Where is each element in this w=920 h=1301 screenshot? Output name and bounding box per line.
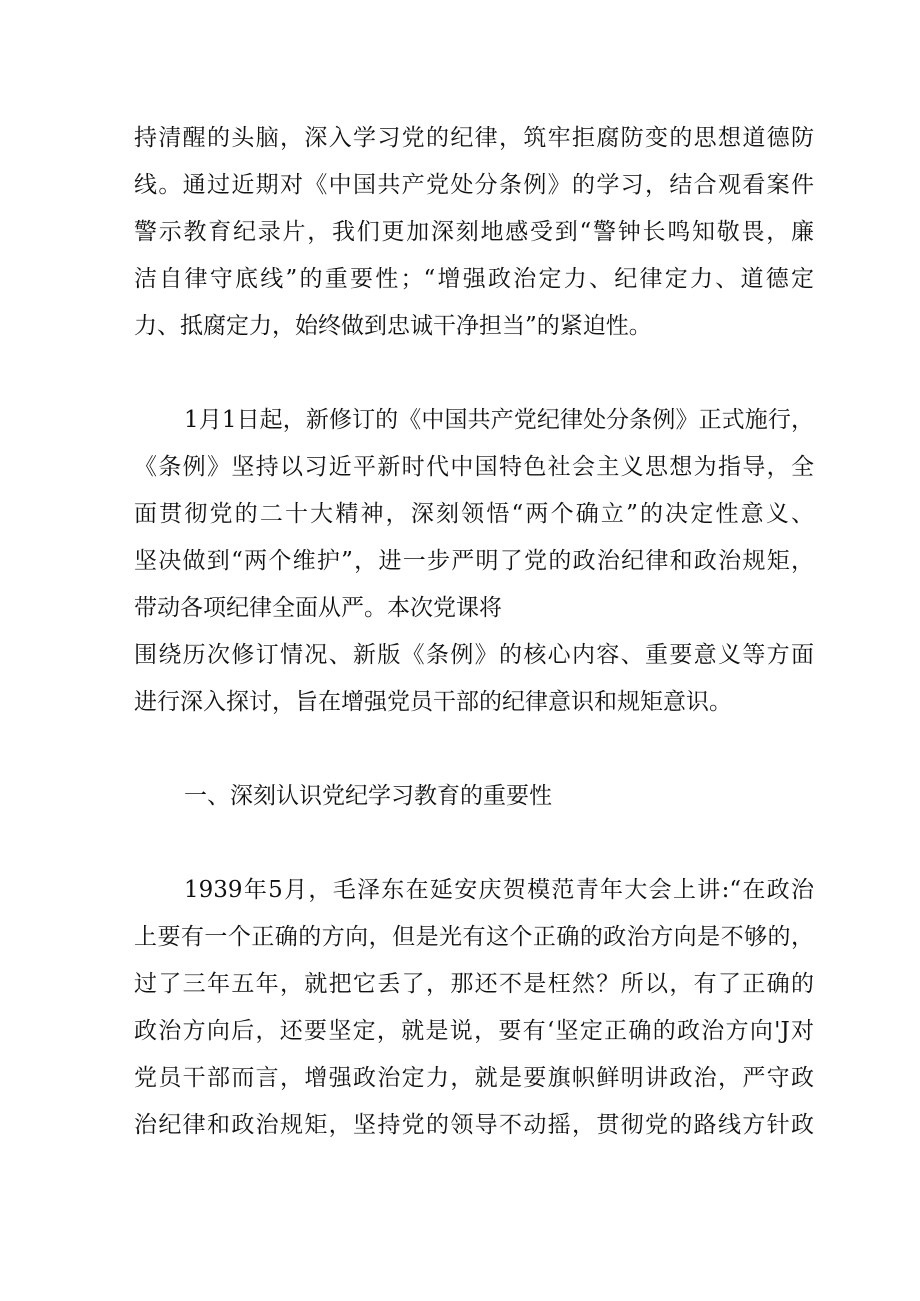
paragraph-2-line-7: 进行深入探讨，旨在增强党员干部的纪律意识和规矩意识。 <box>134 689 732 715</box>
paragraph-1-line-3: 警示教育纪录片，我们更加深刻地感受到“警钟长鸣知敬畏，廉 <box>134 219 814 245</box>
section-heading: 一、深刻认识党纪学习教育的重要性 <box>184 783 552 809</box>
paragraph-1-line-2: 线。通过近期对《中国共产党处分条例》的学习，结合观看案件 <box>134 172 814 198</box>
paragraph-3-line-5: 党员干部而言，增强政治定力，就是要旗帜鲜明讲政治，严守政 <box>134 1065 814 1091</box>
paragraph-2-line-5: 带动各项纪律全面从严。本次党课将 <box>134 595 502 621</box>
paragraph-2-line-1: 1月1日起，新修订的《中国共产党纪律处分条例》正式施行， <box>184 407 814 433</box>
paragraph-2-line-2: 《条例》坚持以习近平新时代中国特色社会主义思想为指导，全 <box>134 454 814 480</box>
paragraph-3-line-3: 过了三年五年，就把它丢了，那还不是枉然？所以，有了正确的 <box>134 971 814 997</box>
paragraph-3-line-6: 治纪律和政治规矩，坚持党的领导不动摇，贯彻党的路线方针政 <box>134 1112 814 1138</box>
paragraph-2-line-4: 坚决做到“两个维护”，进一步严明了党的政治纪律和政治规矩， <box>134 548 814 574</box>
paragraph-3-line-2: 上要有一个正确的方向，但是光有这个正确的政治方向是不够的， <box>134 924 814 950</box>
paragraph-1-line-1: 持清醒的头脑，深入学习党的纪律，筑牢拒腐防变的思想道德防 <box>134 125 814 151</box>
paragraph-3-line-1: 1939年5月，毛泽东在延安庆贺模范青年大会上讲:“在政治 <box>184 877 814 903</box>
paragraph-3-line-4: 政治方向后，还要坚定，就是说，要有‘坚定正确的政治方向'J对 <box>134 1018 814 1044</box>
paragraph-2-line-3: 面贯彻党的二十大精神，深刻领悟“两个确立”的决定性意义、 <box>134 501 814 527</box>
paragraph-1-line-5: 力、抵腐定力，始终做到忠诚干净担当”的紧迫性。 <box>134 313 652 339</box>
paragraph-1-line-4: 洁自律守底线”的重要性；“增强政治定力、纪律定力、道德定 <box>134 266 814 292</box>
paragraph-2-line-6: 围绕历次修订情况、新版《条例》的核心内容、重要意义等方面 <box>134 642 814 668</box>
